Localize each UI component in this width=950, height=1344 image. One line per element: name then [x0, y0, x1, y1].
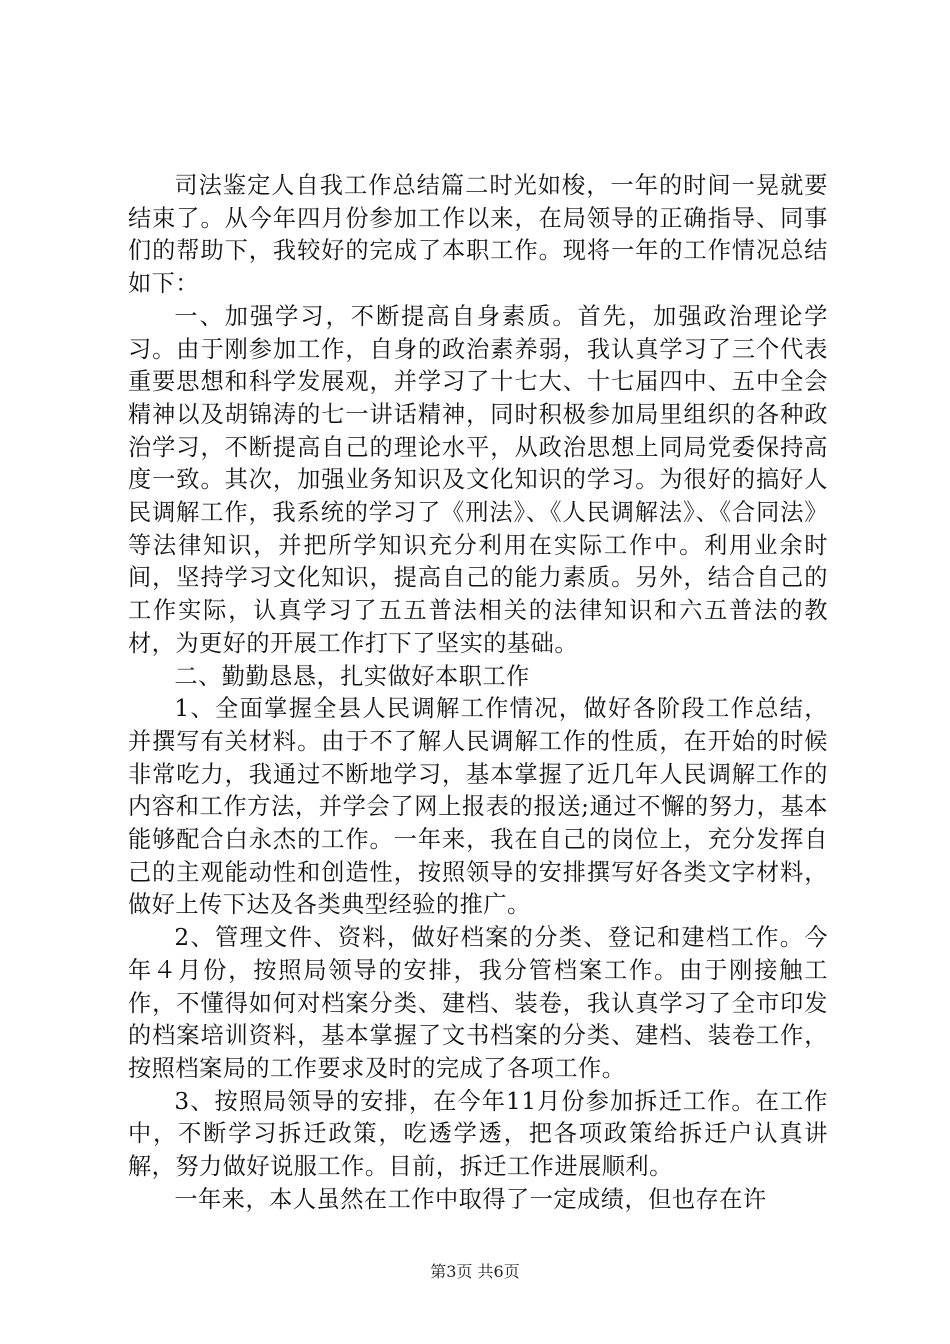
paragraph-section-two-heading: 二、勤勤恳恳，扎实做好本职工作	[174, 662, 530, 690]
paragraph-intro: 司法鉴定人自我工作总结篇二时光如梭，一年的时间一晃就要结束了。从今年四月份参加工作以来，在局领导的正确指导、同事们的帮助下，我较好的完成了本职工作。现将一年的工作情况总结如下：	[128, 172, 828, 298]
paragraph-item-two: 2、管理文件、资料，做好档案的分类、登记和建档工作。今年４月份，按照局领导的安排，我分管档案工作。由于刚接触工作，不懂得如何对档案分类、建档、装卷，我认真学习了全市印发的档案培训资料，基本掌握了文书档案的分类、建档、装卷工作，按照档案局的工作要求及时的完成了各项工作。	[128, 924, 828, 1082]
paragraph-section-one: 一、加强学习，不断提高自身素质。首先，加强政治理论学习。由于刚参加工作，自身的政治素养弱，我认真学习了三个代表重要思想和科学发展观，并学习了十七大、十七届四中、五中全会精神以及胡锦涛的七一讲话精神，同时积极参加局里组织的各种政治学习，不断提高自己的理论水平，从政治思想上同局党委保持高度一致。其次，加强业务知识及文化知识的学习。为很好的搞好人民调解工作，我系统的学习了《刑法》、《人民调解法》、《合同法》等法律知识，并把所学知识充分利用在实际工作中。利用业余时间，坚持学习文化知识，提高自己的能力素质。另外，结合自己的工作实际，认真学习了五五普法相关的法律知识和六五普法的教材，为更好的开展工作打下了坚实的基础。	[128, 302, 828, 657]
paragraph-item-one: 1、全面掌握全县人民调解工作情况，做好各阶段工作总结，并撰写有关材料。由于不了解人民调解工作的性质，在开始的时候非常吃力，我通过不断地学习，基本掌握了近几年人民调解工作的内容和工作方法，并学会了网上报表的报送;通过不懈的努力，基本能够配合白永杰的工作。一年来，我在自己的岗位上，充分发挥自己的主观能动性和创造性，按照领导的安排撰写好各类文字材料，做好上传下达及各类典型经验的推广。	[128, 695, 828, 919]
paragraph-item-three: 3、按照局领导的安排，在今年11月份参加拆迁工作。在工作中，不断学习拆迁政策，吃透学透，把各项政策给拆迁户认真讲解，努力做好说服工作。目前，拆迁工作进展顺利。	[128, 1087, 828, 1181]
document-body	[128, 170, 828, 1217]
page-footer	[0, 1262, 950, 1282]
page-number-label: 第3页 共6页	[430, 1262, 520, 1281]
paragraph-closing: 一年来，本人虽然在工作中取得了一定成绩，但也存在许	[174, 1185, 767, 1213]
